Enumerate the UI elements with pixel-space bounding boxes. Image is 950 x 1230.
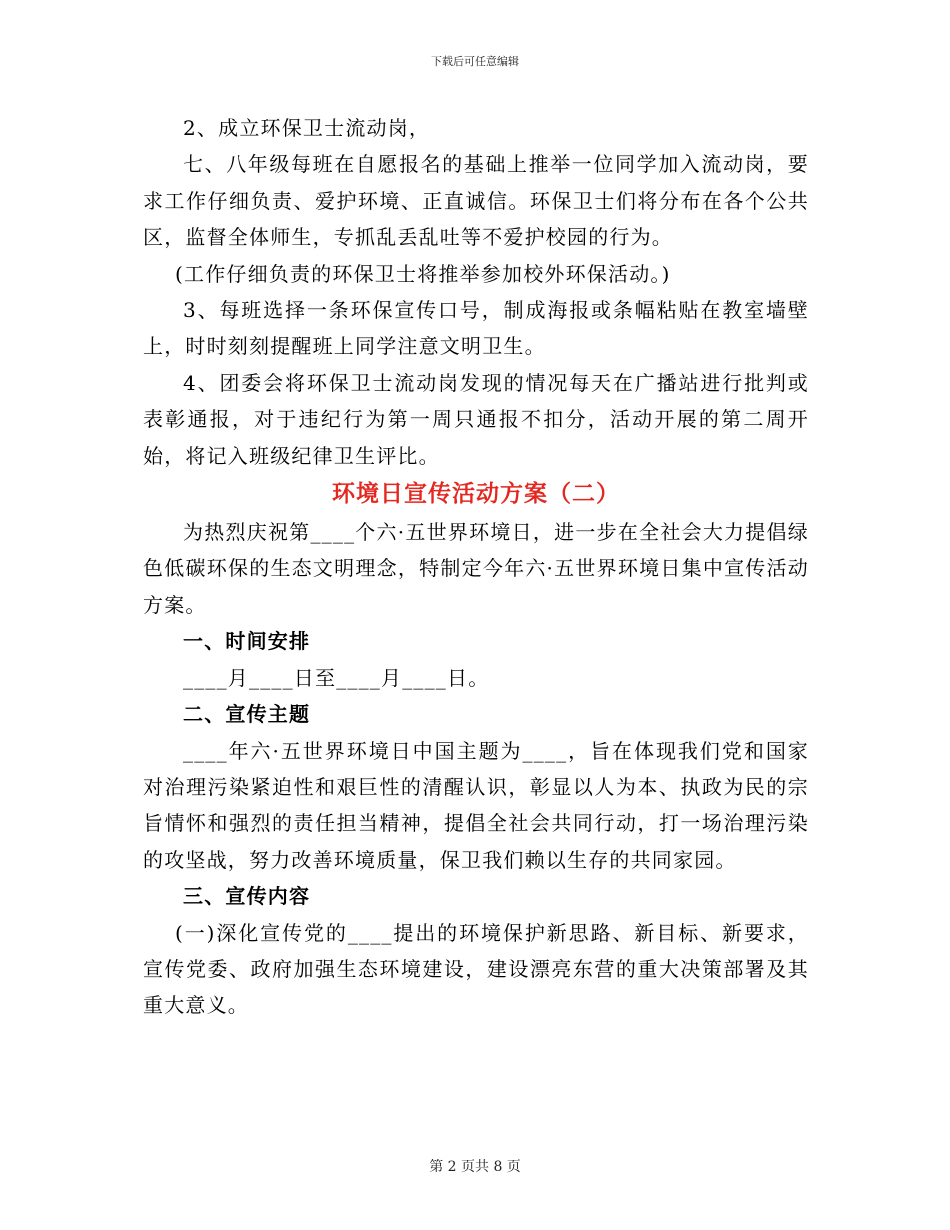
document-body [143,110,809,1024]
page-header: 下载后可任意编辑 [431,55,519,68]
theme-paragraph: ____年六·五世界环境日中国主题为____，旨在体现我们党和国家对治理污染紧迫性和艰巨性的清醒认识，彰显以人为本、执政为民的宗旨情怀和强烈的责任担当精神，提倡全社会共同行动，打一场治理污染的攻坚战，努力改善环境质量，保卫我们赖以生存的共同家园。 [143,738,809,872]
page-footer: 第 2 页共 8 页 [429,1159,521,1175]
heading-content: 三、宣传内容 [183,884,311,909]
paragraph-note: (工作仔细负责的环保卫士将推举参加校外环保活动。) [175,261,671,286]
paragraph-7: 七、八年级每班在自愿报名的基础上推举一位同学加入流动岗，要求工作仔细负责、爱护环境、正直诚信。环保卫士们将分布在各个公共区，监督全体师生，专抓乱丢乱吐等不爱护校园的行为。 [143,152,809,250]
paragraph-2: 2、成立环保卫士流动岗， [183,116,431,140]
paragraph-3: 3、每班选择一条环保宣传口号，制成海报或条幅粘贴在教室墙壁上，时时刻刻提醒班上同学注意文明卫生。 [143,298,809,359]
heading-time: 一、时间安排 [183,629,311,654]
content-paragraph-1: (一)深化宣传党的____提出的环境保护新思路、新目标、新要求，宣传党委、政府加强生态环境建设，建设漂亮东营的重大决策部署及其重大意义。 [143,920,809,1018]
paragraph-4: 4、团委会将环保卫士流动岗发现的情况每天在广播站进行批判或表彰通报，对于违纪行为第一周只通报不扣分，活动开展的第二周开始，将记入班级纪律卫生评比。 [143,370,809,468]
section-title: 环境日宣传活动方案（二） [332,480,620,508]
heading-theme: 二、宣传主题 [183,702,311,727]
time-paragraph: ____月____日至____月____日。 [183,665,490,690]
intro-paragraph: 为热烈庆祝第____个六·五世界环境日，进一步在全社会大力提倡绿色低碳环保的生态文明理念，特制定今年六·五世界环境日集中宣传活动方案。 [143,520,809,617]
